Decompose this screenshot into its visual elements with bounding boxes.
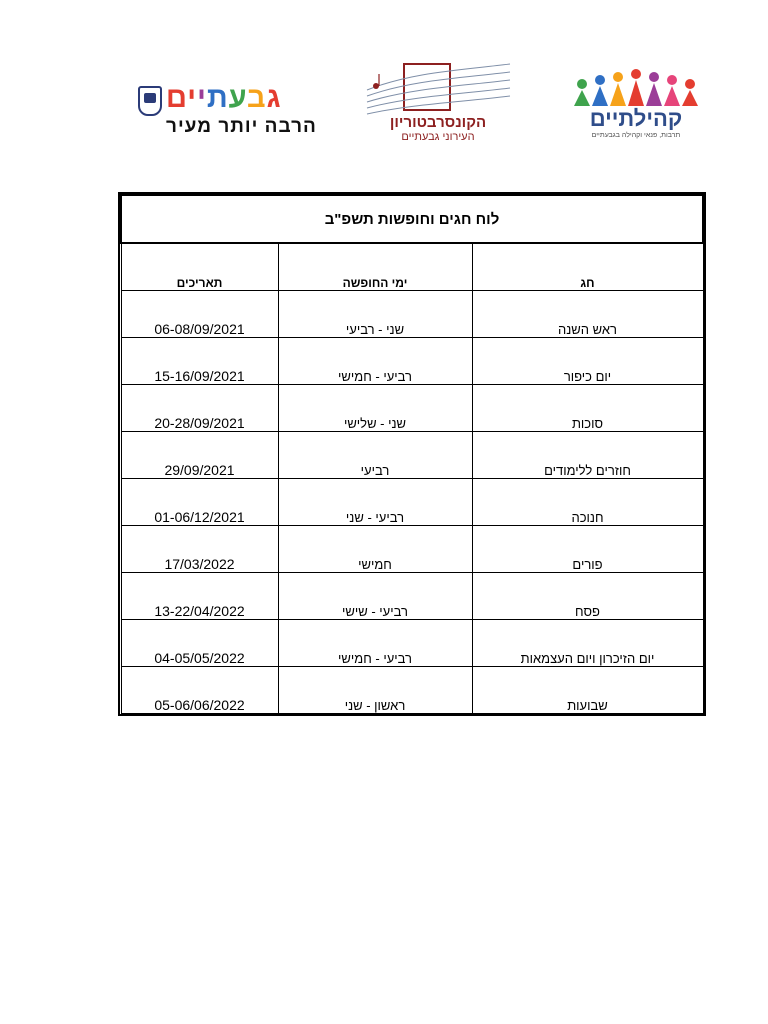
days-cell: רביעי - שישי <box>278 573 472 620</box>
holiday-cell: ראש השנה <box>472 291 703 338</box>
days-cell: שני - שלישי <box>278 385 472 432</box>
holiday-cell: חנוכה <box>472 479 703 526</box>
table-row <box>121 385 703 432</box>
days-cell: חמישי <box>278 526 472 573</box>
table-row <box>121 432 703 479</box>
conservatory-logo <box>362 62 512 148</box>
logo-strip <box>130 62 710 148</box>
days-cell: רביעי - שני <box>278 479 472 526</box>
table-row <box>121 479 703 526</box>
days-cell: רביעי - חמישי <box>278 338 472 385</box>
days-cell: רביעי - חמישי <box>278 620 472 667</box>
kehilatayim-subtitle: תרבות, פנאי וקהילה בגבעתיים <box>591 132 681 139</box>
dates-cell: 04-05/05/2022 <box>121 620 278 667</box>
dates-cell: 29/09/2021 <box>121 432 278 479</box>
givatayim-logo <box>130 62 320 148</box>
dates-cell: 01-06/12/2021 <box>121 479 278 526</box>
holiday-cell: סוכות <box>472 385 703 432</box>
music-staff-icon <box>362 62 512 122</box>
holiday-cell: יום כיפור <box>472 338 703 385</box>
dates-cell: 06-08/09/2021 <box>121 291 278 338</box>
holiday-cell: פורים <box>472 526 703 573</box>
holiday-cell: פסח <box>472 573 703 620</box>
dates-cell: 13-22/04/2022 <box>121 573 278 620</box>
header-holiday: חג <box>472 243 703 291</box>
givatayim-wordmark: גבעתיים <box>166 82 282 114</box>
table-row <box>121 526 703 573</box>
table-row <box>121 573 703 620</box>
header-days: ימי החופשה <box>278 243 472 291</box>
dates-cell: 05-06/06/2022 <box>121 667 278 714</box>
kehilatayim-logo <box>570 62 710 148</box>
dates-cell: 17/03/2022 <box>121 526 278 573</box>
days-cell: ראשון - שני <box>278 667 472 714</box>
kehilatayim-title: קהילתיים <box>589 106 683 131</box>
table-title: לוח חגים וחופשות תשפ"ב <box>121 195 703 243</box>
dates-cell: 20-28/09/2021 <box>121 385 278 432</box>
dates-cell: 15-16/09/2021 <box>121 338 278 385</box>
table-row <box>121 620 703 667</box>
header-dates: תאריכים <box>121 243 278 291</box>
holiday-cell: חוזרים ללימודים <box>472 432 703 479</box>
holidays-table <box>120 194 704 714</box>
table-row <box>121 291 703 338</box>
holiday-cell: יום הזיכרון ויום העצמאות <box>472 620 703 667</box>
table-row <box>121 667 703 714</box>
city-crest-icon <box>138 86 162 116</box>
givatayim-slogan: הרבה יותר מעיר <box>166 116 317 137</box>
days-cell: שני - רביעי <box>278 291 472 338</box>
conservatory-subtitle: העירוני גבעתיים <box>401 131 475 143</box>
holiday-cell: שבועות <box>472 667 703 714</box>
header-row <box>121 243 703 291</box>
days-cell: רביעי <box>278 432 472 479</box>
table-row <box>121 338 703 385</box>
conservatory-title: הקונסרבטוריון <box>389 114 487 131</box>
